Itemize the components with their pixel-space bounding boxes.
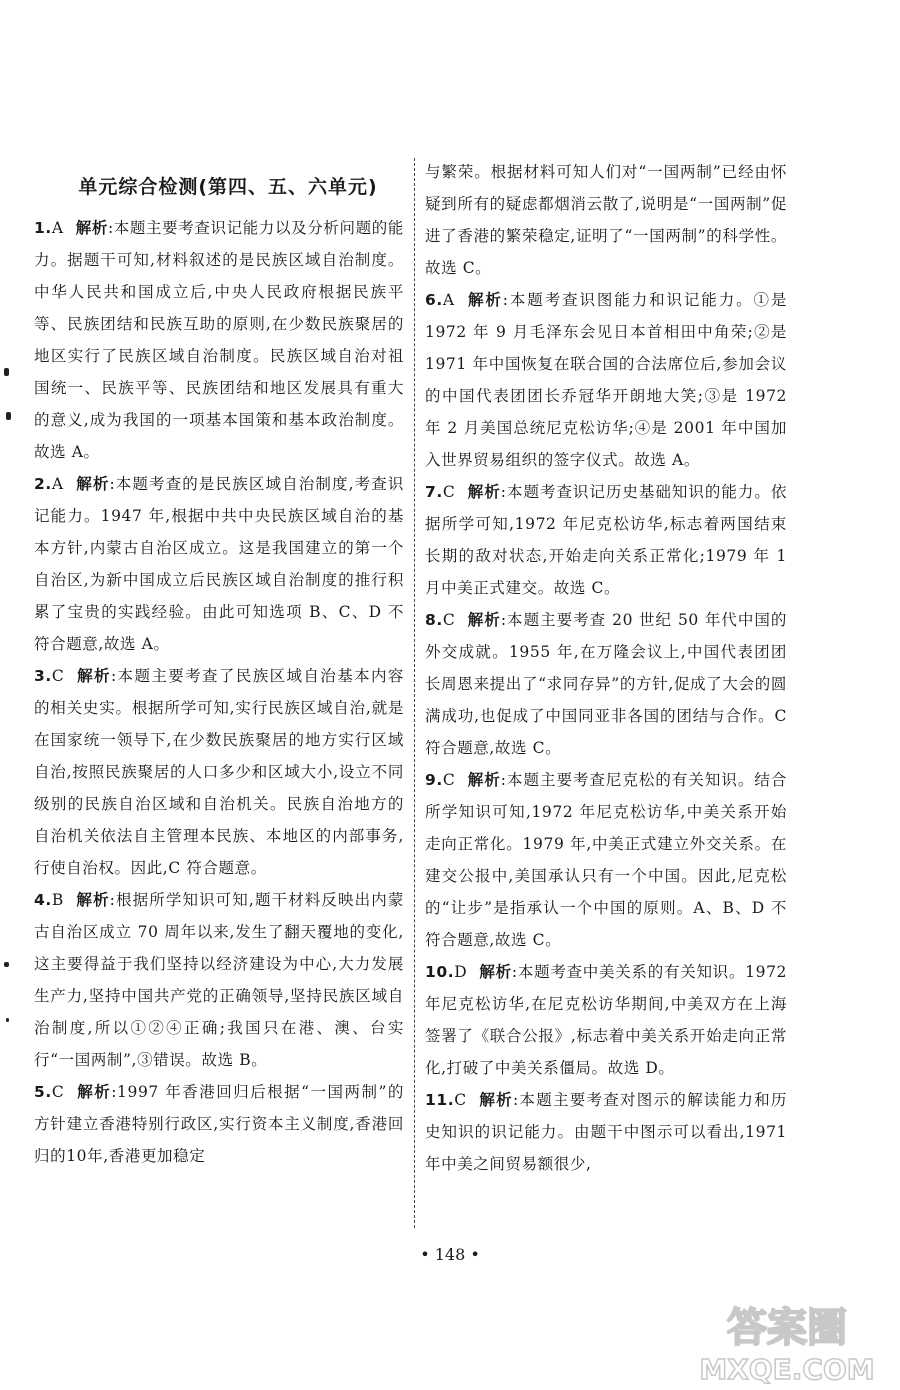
item-text: :本题考查的是民族区域自治制度,考查识记能力。1947 年,根据中共中央民族区域自治的基本方针,内蒙古自治区成立。这是我国建立的第一个自治区,为新中国成立后民族区域自治制度的推行积累了宝贵的实践经验。由此可知选项 B、C、D 不符合题意,故选 A。 — [34, 475, 404, 653]
item-number: 5. — [34, 1083, 52, 1101]
item-answer: C — [51, 667, 65, 685]
answer-item-3 — [34, 660, 404, 884]
item-number: 9. — [425, 771, 443, 789]
left-column — [34, 212, 404, 1172]
item-answer: B — [51, 891, 64, 909]
column-divider — [414, 158, 415, 1228]
item-number: 1. — [34, 219, 52, 237]
item-answer: D — [454, 963, 468, 981]
binding-hole-mark — [6, 412, 11, 420]
item-answer: C — [442, 611, 456, 629]
item-text: :本题主要考查尼克松的有关知识。结合所学知识可知,1972 年尼克松访华,中美关系开始走向正常化。1979 年,中美正式建立外交关系。在建交公报中,美国承认只有一个中国。因此,尼克松的“让步”是指承认一个中国的原则。A、B、D 不符合题意,故选 C。 — [425, 771, 787, 949]
item-keyword: 解析 — [467, 483, 501, 501]
item-number: 4. — [34, 891, 52, 909]
item-text: :1997 年香港回归后根据“一国两制”的方针建立香港特别行政区,实行资本主义制度,香港回归的10年,香港更加稳定 — [34, 1083, 405, 1165]
item-keyword: 解析 — [75, 891, 110, 909]
item-text: :本题主要考查 20 世纪 50 年代中国的外交成就。1955 年,在万隆会议上,中国代表团团长周恩来提出了“求同存异”的方针,促成了大会的圆满成功,也促成了中国同亚非各国的团结与合作。C 符合题意,故选 C。 — [425, 611, 788, 757]
item-keyword: 解析 — [466, 291, 503, 309]
item-text: :本题主要考查了民族区域自治基本内容的相关史实。根据所学可知,实行民族区域自治,就是在国家统一领导下,在少数民族聚居的地方实行区域自治,按照民族聚居的人口多少和区域大小,设立不同级别的民族自治区域和自治机关。民族自治地方的自治机关依法自主管理本民族、本地区的内部事务,行使自治权。因此,C 符合题意。 — [34, 667, 404, 877]
item-answer: C — [454, 1091, 467, 1109]
answer-item-5 — [34, 1076, 404, 1172]
item-text: :本题考查中美关系的有关知识。1972 年尼克松访华,在尼克松访华期间,中美双方在上海签署了《联合公报》,标志着中美关系开始走向正常化,打破了中美关系僵局。故选 D。 — [425, 963, 787, 1077]
item-keyword: 解析 — [479, 963, 512, 981]
item-number: 6. — [425, 291, 443, 309]
item-keyword: 解析 — [467, 611, 501, 629]
binding-hole-mark — [4, 368, 9, 376]
item-keyword: 解析 — [75, 475, 110, 493]
watermark-text-bottom: MXQE.COM — [699, 1353, 875, 1386]
item-text: :本题考查识图能力和识记能力。①是 1972 年 9 月毛泽东会见日本首相田中角荣;②是 1971 年中国恢复在联合国的合法席位后,参加会议的中国代表团团长乔冠华开朗地大笑;③是 1972 年 2 月美国总统尼克松访华;④是 2001 年中国加入世界贸易组织的签字仪式。故选 A。 — [425, 291, 787, 469]
item-text: :本题考查识记历史基础知识的能力。依据所学可知,1972 年尼克松访华,标志着两国结束长期的敌对状态,开始走向关系正常化;1979 年 1 月中美正式建交。故选 C。 — [425, 483, 787, 597]
item-answer: C — [442, 483, 456, 501]
answer-item-11 — [425, 1084, 787, 1180]
item-keyword: 解析 — [76, 1083, 112, 1101]
item-number: 8. — [425, 611, 443, 629]
item-number: 3. — [34, 667, 52, 685]
item-number: 2. — [34, 475, 52, 493]
right-column — [425, 156, 787, 1180]
item-number: 11. — [425, 1091, 455, 1109]
watermark-logo — [692, 1291, 882, 1386]
item-answer: C — [442, 771, 456, 789]
item-answer: A — [51, 219, 64, 237]
binding-hole-mark — [6, 1018, 9, 1022]
item-5-continuation: 与繁荣。根据材料可知人们对“一国两制”已经由怀疑到所有的疑虑都烟消云散了,说明是“一国两制”促进了香港的繁荣稳定,证明了“一国两制”的科学性。故选 C。 — [425, 163, 787, 277]
answer-item-7 — [425, 476, 787, 604]
item-text: :本题主要考查对图示的解读能力和历史知识的识记能力。由题干中图示可以看出,1971 年中美之间贸易额很少, — [425, 1091, 787, 1173]
item-keyword: 解析 — [75, 219, 108, 237]
item-answer: C — [51, 1083, 65, 1101]
answer-item-4 — [34, 884, 404, 1076]
page-title: 单元综合检测(第四、五、六单元) — [78, 176, 378, 198]
answer-item-6 — [425, 284, 787, 476]
item-keyword: 解析 — [467, 771, 501, 789]
item-text: :根据所学知识可知,题干材料反映出内蒙古自治区成立 70 周年以来,发生了翻天覆地的变化,这主要得益于我们坚持以经济建设为中心,大力发展生产力,坚持中国共产党的正确领导,坚持民族区域自治制度,所以①②④正确;我国只在港、澳、台实行“一国两制”,③错误。故选 B。 — [34, 891, 404, 1069]
item-text: :本题主要考查识记能力以及分析问题的能力。据题干可知,材料叙述的是民族区域自治制度。中华人民共和国成立后,中央人民政府根据民族平等、民族团结和民族互助的原则,在少数民族聚居的地区实行了民族区域自治制度。民族区域自治对祖国统一、民族平等、民族团结和地区发展具有重大的意义,成为我国的一项基本国策和基本政治制度。故选 A。 — [34, 219, 405, 461]
watermark-text-top: 答案圈 — [727, 1305, 847, 1351]
item-answer: A — [442, 291, 455, 309]
item-keyword: 解析 — [478, 1091, 513, 1109]
answer-item-8 — [425, 604, 787, 764]
item-keyword: 解析 — [76, 667, 111, 685]
answer-item-2 — [34, 468, 404, 660]
answer-item-9 — [425, 764, 787, 956]
item-answer: A — [51, 475, 64, 493]
answer-item-10 — [425, 956, 787, 1084]
answer-item-1 — [34, 212, 404, 468]
page-number: • 148 • — [420, 1245, 480, 1264]
item-number: 7. — [425, 483, 443, 501]
binding-hole-mark — [4, 962, 9, 967]
item-number: 10. — [425, 963, 455, 981]
